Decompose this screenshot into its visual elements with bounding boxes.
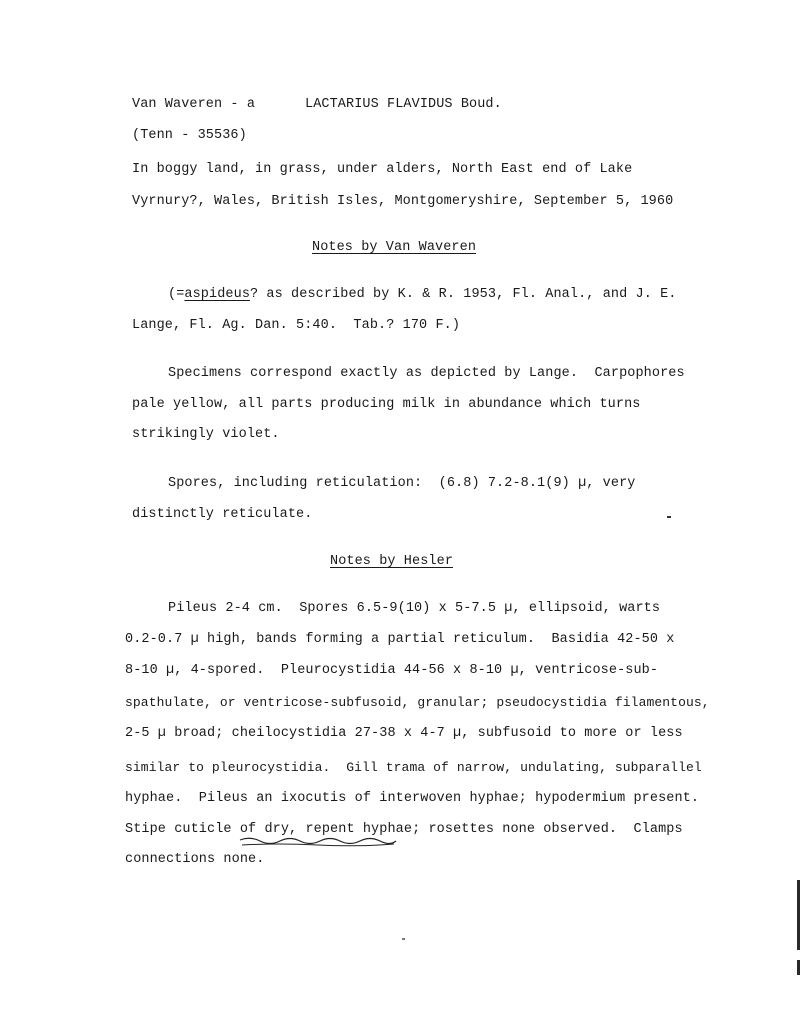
vw-p1-term: aspideus xyxy=(184,287,251,302)
vw-p1-prefix: (= xyxy=(168,287,185,302)
hesler-line-6: similar to pleurocystidia. Gill trama of narrow, undulating, subparallel xyxy=(125,760,702,775)
vw-paragraph-1-line-1 xyxy=(168,287,677,303)
hesler-line-2: 0.2-0.7 µ high, bands forming a partial reticulum. Basidia 42-50 x xyxy=(125,632,675,647)
locality-line-2: Vyrnury?, Wales, British Isles, Montgomeryshire, September 5, 1960 xyxy=(132,194,674,209)
hesler-line-8-part-c: ; rosettes none observed. Clamps xyxy=(412,822,683,837)
vw-paragraph-1-line-2: Lange, Fl. Ag. Dan. 5:40. Tab.? 170 F.) xyxy=(132,318,461,333)
hesler-line-7: hyphae. Pileus an ixocutis of interwoven hyphae; hypodermium present. xyxy=(125,791,700,806)
hesler-line-9: connections none. xyxy=(125,852,265,867)
ink-speck xyxy=(667,516,671,518)
locality-line-1: In boggy land, in grass, under alders, North East end of Lake xyxy=(132,162,633,177)
hesler-line-8 xyxy=(125,822,683,838)
handwritten-underline-mark xyxy=(238,834,398,848)
vw-paragraph-3-line-1: Spores, including reticulation: (6.8) 7.2-8.1(9) µ, very xyxy=(168,476,636,491)
vw-paragraph-2-line-2: pale yellow, all parts producing milk in abundance which turns xyxy=(132,397,641,412)
vw-paragraph-2-line-1: Specimens correspond exactly as depicted by Lange. Carpophores xyxy=(168,366,685,381)
vw-paragraph-2-line-3: strikingly violet. xyxy=(132,427,280,442)
herbarium-number: (Tenn - 35536) xyxy=(132,128,247,143)
hesler-line-8-emphasis: dry, repent hyphae xyxy=(264,822,413,837)
heading-notes-van-waveren: Notes by Van Waveren xyxy=(312,240,477,255)
hesler-line-1: Pileus 2-4 cm. Spores 6.5-9(10) x 5-7.5 µ, ellipsoid, warts xyxy=(168,601,661,616)
species-name: LACTARIUS FLAVIDUS Boud. xyxy=(305,97,502,112)
ink-speck xyxy=(402,938,405,940)
collector-label: Van Waveren - a xyxy=(132,97,256,112)
hesler-line-3: 8-10 µ, 4-spored. Pleurocystidia 44-56 x 8-10 µ, ventricose-sub- xyxy=(125,663,659,678)
vw-p1-rest: ? as described by K. & R. 1953, Fl. Anal., and J. E. xyxy=(250,287,677,302)
heading-notes-hesler: Notes by Hesler xyxy=(330,554,454,569)
vw-paragraph-3-line-2: distinctly reticulate. xyxy=(132,507,313,522)
hesler-line-8-part-a: Stipe cuticle of xyxy=(125,822,265,837)
hesler-line-5: 2-5 µ broad; cheilocystidia 27-38 x 4-7 µ, subfusoid to more or less xyxy=(125,726,683,741)
hesler-line-4: spathulate, or ventricose-subfusoid, granular; pseudocystidia filamentous, xyxy=(125,695,710,710)
